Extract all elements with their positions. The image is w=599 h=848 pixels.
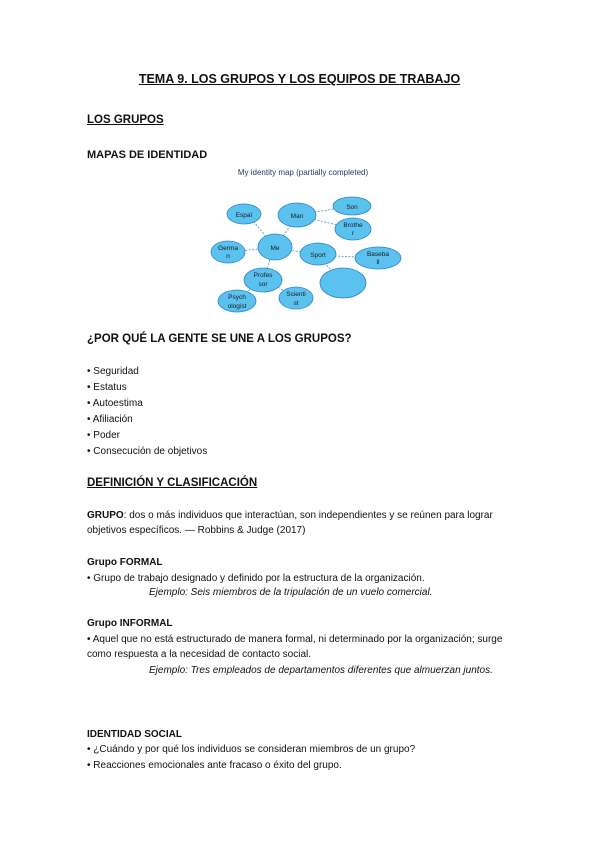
node-professor — [244, 268, 282, 292]
list-item: • Consecución de objetivos — [87, 446, 208, 457]
svg-text:Scienti: Scienti — [286, 291, 306, 298]
informal-example: Ejemplo: Tres empleados de departamentos diferentes que almuerzan juntos. — [149, 665, 493, 676]
identity-map-diagram — [200, 160, 420, 320]
svg-text:Son: Son — [346, 204, 358, 211]
node-scientist — [279, 287, 313, 309]
list-item: • Afiliación — [87, 414, 133, 425]
node-psychologist — [218, 290, 256, 312]
informal-item: • Aquel que no está estructurado de manera formal, ni determinado por la organización; surge como respuesta a la necesidad de contacto social. — [87, 634, 503, 660]
node-son — [333, 197, 371, 215]
node-brother — [335, 218, 371, 240]
heading-grupo-formal: Grupo FORMAL — [87, 557, 163, 568]
svg-text:r: r — [351, 230, 355, 237]
svg-text:Espaï: Espaï — [235, 212, 253, 219]
svg-text:Sport: Sport — [310, 252, 326, 259]
heading-definicion: DEFINICIÓN Y CLASIFICACIÓN — [87, 477, 258, 489]
svg-text:ll: ll — [376, 259, 380, 266]
list-item: • Seguridad — [87, 366, 139, 377]
heading-mapas-de-identidad: MAPAS DE IDENTIDAD — [87, 149, 208, 161]
page-title: TEMA 9. LOS GRUPOS Y LOS EQUIPOS DE TRABAJO — [138, 72, 461, 86]
list-item: • Autoestima — [87, 398, 143, 409]
svg-text:Germa: Germa — [218, 245, 238, 252]
svg-text:Me: Me — [270, 245, 280, 252]
node-sport — [300, 243, 336, 265]
heading-grupo-informal: Grupo INFORMAL — [87, 618, 173, 629]
svg-text:Baseba: Baseba — [366, 251, 390, 258]
node-empty — [320, 268, 366, 298]
heading-por-que: ¿POR QUÉ LA GENTE SE UNE A LOS GRUPOS? — [87, 333, 352, 345]
svg-text:st: st — [293, 300, 299, 307]
svg-text:Psych: Psych — [228, 294, 246, 301]
svg-text:Profes: Profes — [253, 272, 273, 279]
node-baseball — [355, 247, 401, 269]
list-item: • Reacciones emocionales ante fracaso o éxito del grupo. — [87, 760, 342, 771]
identidad-list — [87, 742, 415, 774]
list-item: • Estatus — [87, 382, 127, 393]
formal-example: Ejemplo: Seis miembros de la tripulación de un vuelo comercial. — [149, 587, 433, 598]
formal-item: • Grupo de trabajo designado y definido por la estructura de la organización. — [87, 573, 425, 584]
node-german — [211, 241, 245, 263]
grupo-term: GRUPO — [87, 510, 124, 521]
svg-text:Brothe: Brothe — [343, 222, 363, 229]
por-que-list — [87, 364, 207, 460]
svg-text:ologist: ologist — [227, 303, 247, 310]
node-me — [258, 234, 292, 260]
svg-text:Man: Man — [290, 213, 304, 220]
heading-identidad-social: IDENTIDAD SOCIAL — [87, 729, 182, 740]
list-item: • ¿Cuándo y por qué los individuos se consideran miembros de un grupo? — [87, 744, 416, 755]
section-heading-los-grupos: LOS GRUPOS — [87, 114, 164, 126]
grupo-definition: GRUPO: dos o más individuos que interactúan, son independientes y se reúnen para lograr objetivos específicos. — Robbins & Judge (2017) — [87, 510, 493, 536]
node-man — [278, 203, 316, 227]
svg-text:n: n — [226, 253, 230, 260]
list-item: • Poder — [87, 430, 120, 441]
node-espanol — [227, 204, 261, 224]
svg-text:sor: sor — [258, 281, 268, 288]
diagram-title: My identity map (partially completed) — [237, 168, 369, 177]
